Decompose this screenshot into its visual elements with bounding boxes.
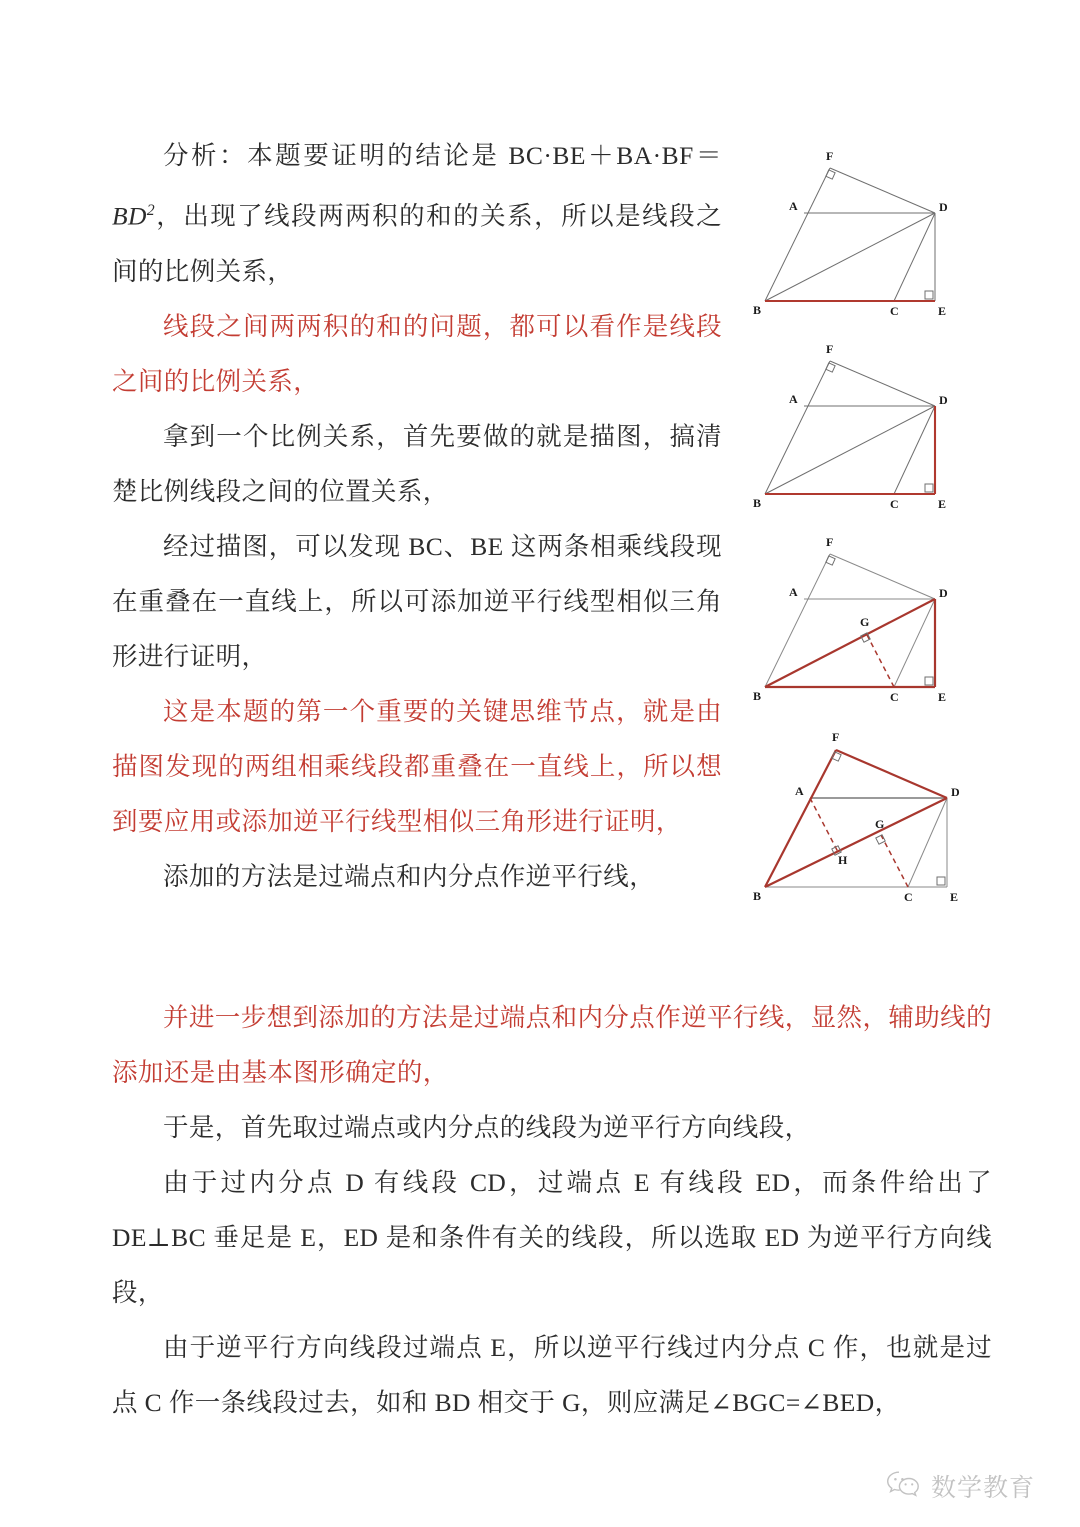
text-run-cjk-tail: ，出现了线段两两积的和的关系，所以是线段之间的比例关系，	[112, 201, 722, 286]
paragraph-step-reason-2: 由于逆平行方向线段过端点 E，所以逆平行线过内分点 C 作，也就是过点 C 作一条线段过去，如和 BD 相交于 G，则应满足∠BGC=∠BED，	[112, 1333, 992, 1417]
figure-1	[742, 140, 992, 333]
point-label-E: E	[938, 690, 947, 704]
text-run-cjk: 分析：本题要证明的结论是	[163, 141, 509, 170]
point-label-C: C	[890, 690, 899, 704]
paragraph-step-choose: 于是，首先取过端点或内分点的线段为逆平行方向线段，	[163, 1113, 811, 1142]
wechat-icon	[886, 1470, 922, 1502]
figure-4	[742, 719, 992, 912]
point-label-B: B	[753, 303, 762, 317]
text-run-bd: BD	[112, 201, 147, 231]
point-label-A: A	[789, 392, 798, 406]
segment-cg-dashed	[881, 835, 908, 887]
figure-2-labels	[753, 342, 948, 511]
point-label-D: D	[939, 586, 948, 600]
watermark-label: 数学教育	[931, 1473, 1036, 1502]
paragraph-step-draw: 拿到一个比例关系，首先要做的就是描图，搞清楚比例线段之间的位置关系，	[112, 421, 722, 506]
point-label-B: B	[753, 496, 762, 510]
paragraph-key-note-3: 并进一步想到添加的方法是过端点和内分点作逆平行线，显然，辅助线的添加还是由基本图形确定的，	[112, 1003, 992, 1087]
triangle-bde-highlight	[765, 599, 935, 687]
paragraph-analysis-intro	[112, 128, 722, 299]
point-label-D: D	[951, 785, 960, 799]
point-label-C: C	[890, 304, 899, 318]
point-label-E: E	[938, 497, 947, 511]
point-label-G: G	[875, 817, 885, 831]
figure-stack	[742, 140, 992, 912]
figure-3	[742, 526, 992, 719]
point-label-F: F	[826, 535, 834, 549]
point-label-H: H	[838, 853, 848, 867]
point-label-F: F	[826, 149, 834, 163]
point-label-B: B	[753, 889, 762, 903]
text-column-wide	[112, 990, 992, 1430]
figure-2	[742, 333, 992, 526]
point-label-A: A	[789, 199, 798, 213]
point-label-E: E	[950, 890, 959, 904]
point-label-E: E	[938, 304, 947, 318]
text-column-narrow	[112, 128, 722, 904]
paragraph-step-observe: 经过描图，可以发现 BC、BE 这两条相乘线段现在重叠在一直线上，所以可添加逆平行线型相似三角形进行证明，	[112, 531, 722, 671]
point-label-B: B	[753, 689, 762, 703]
segment-cg-dashed	[866, 633, 894, 687]
triangle-bfd-highlight	[765, 750, 947, 887]
point-label-F: F	[826, 342, 834, 356]
point-label-F: F	[832, 730, 840, 744]
point-label-G: G	[860, 615, 870, 629]
paragraph-key-note-2: 这是本题的第一个重要的关键思维节点，就是由描图发现的两组相乘线段都重叠在一直线上，所以想到要应用或添加逆平行线型相似三角形进行证明，	[112, 696, 722, 836]
text-run-formula: BC·BE＋BA·BF＝	[508, 141, 723, 170]
figure-1-labels	[753, 149, 948, 318]
point-label-C: C	[890, 497, 899, 511]
paragraph-key-note-1: 线段之间两两积的和的问题，都可以看作是线段之间的比例关系，	[112, 311, 722, 396]
point-label-C: C	[904, 890, 913, 904]
point-label-A: A	[789, 585, 798, 599]
point-label-A: A	[795, 784, 804, 798]
paragraph-step-reason-1: 由于过内分点 D 有线段 CD，过端点 E 有线段 ED，而条件给出了 DE⊥BC 垂足是 E，ED 是和条件有关的线段，所以选取 ED 为逆平行方向线段，	[112, 1168, 992, 1307]
text-run-bd-exponent: 2	[146, 202, 156, 219]
paragraph-step-method: 添加的方法是过端点和内分点作逆平行线，	[163, 861, 656, 891]
point-label-D: D	[939, 200, 948, 214]
point-label-D: D	[939, 393, 948, 407]
watermark	[886, 1468, 1035, 1504]
segment-ah-dashed	[810, 798, 838, 852]
